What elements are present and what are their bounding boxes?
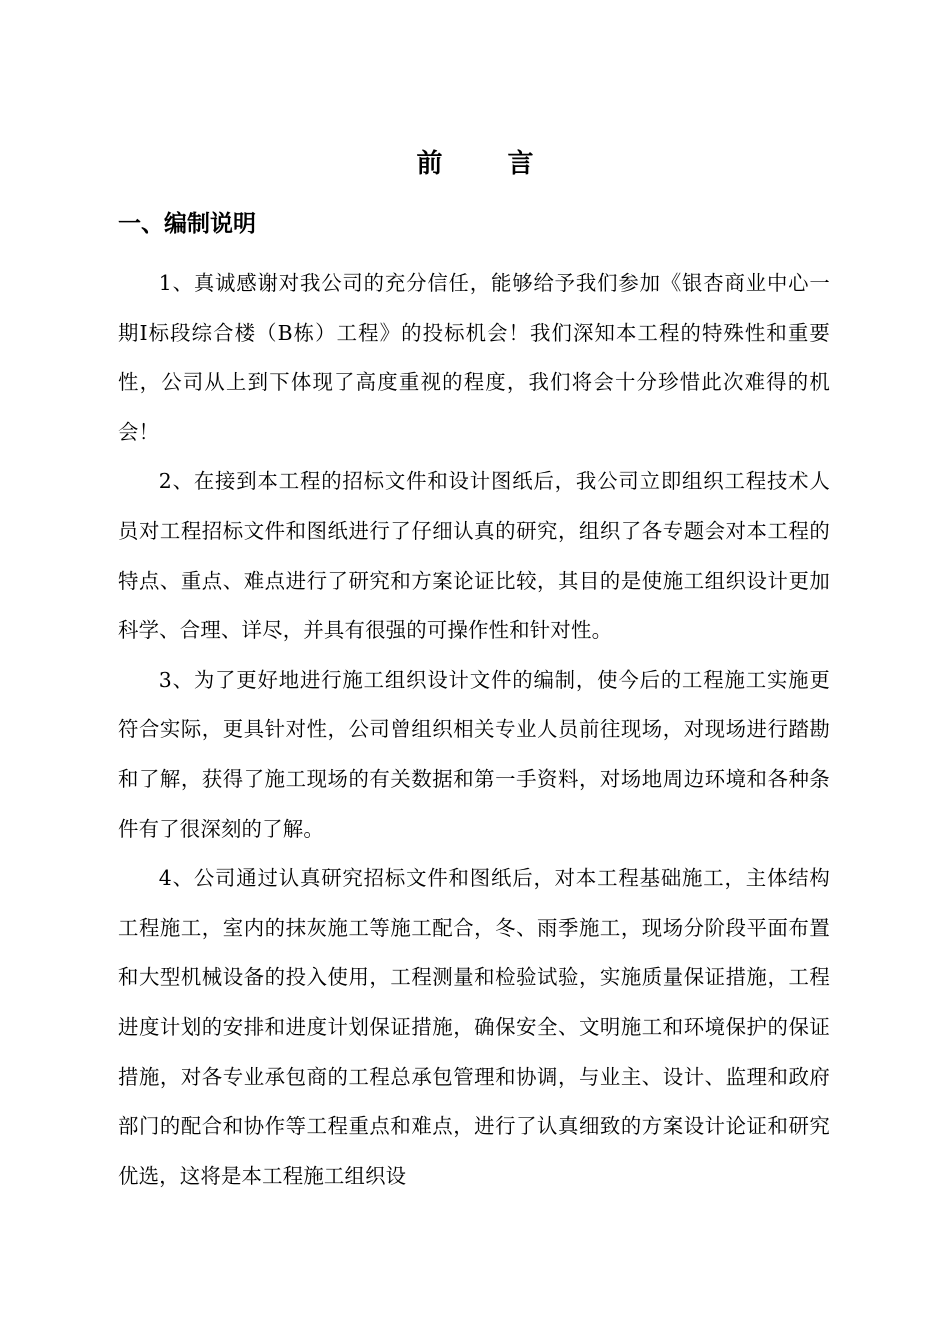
paragraph-4: 4、公司通过认真研究招标文件和图纸后，对本工程基础施工，主体结构工程施工，室内的抹灰施工等施工配合，冬、雨季施工，现场分阶段平面布置和大型机械设备的投入使用，工程测量和检验试验，实施质量保证措施，工程进度计划的安排和进度计划保证措施，确保安全、文明施工和环境保护的保证措施，对各专业承包商的工程总承包管理和协调，与业主、设计、监理和政府部门的配合和协作等工程重点和难点，进行了认真细致的方案设计论证和研究优选，这将是本工程施工组织设	[118, 866, 830, 1188]
paragraph-3: 3、为了更好地进行施工组织设计文件的编制，使今后的工程施工实施更符合实际，更具针对性，公司曾组织相关专业人员前往现场，对现场进行踏勘和了解，获得了施工现场的有关数据和第一手资料，对场地周边环境和各种条件有了很深刻的了解。	[118, 667, 830, 841]
paragraph-2: 2、在接到本工程的招标文件和设计图纸后，我公司立即组织工程技术人员对工程招标文件和图纸进行了仔细认真的研究，组织了各专题会对本工程的特点、重点、难点进行了研究和方案论证比较，其目的是使施工组织设计更加科学、合理、详尽，并具有很强的可操作性和针对性。	[118, 469, 830, 643]
page-title: 前 言	[416, 149, 562, 179]
body-text	[118, 259, 830, 1201]
section-heading: 一、编制说明	[118, 211, 256, 237]
paragraph-1: 1、真诚感谢对我公司的充分信任，能够给予我们参加《银杏商业中心一期Ⅰ标段综合楼（B栋）工程》的投标机会！我们深知本工程的特殊性和重要性，公司从上到下体现了高度重视的程度，我们将会十分珍惜此次难得的机会！	[118, 271, 830, 444]
